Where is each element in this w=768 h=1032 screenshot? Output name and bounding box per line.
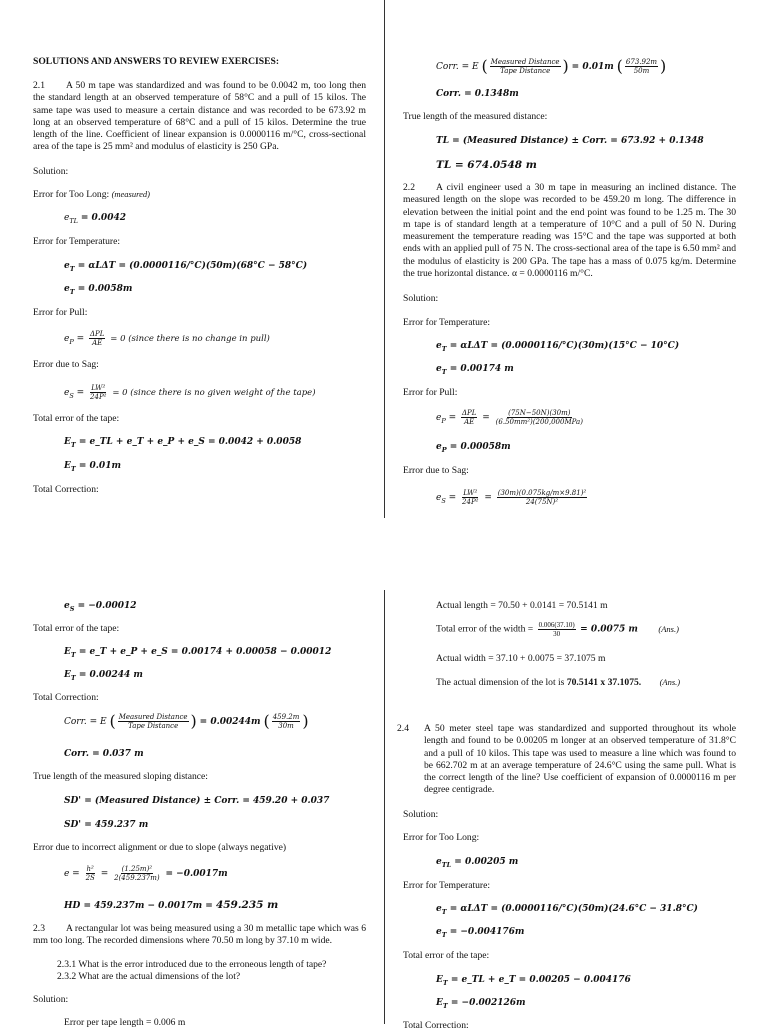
error-pull-label: Error for Pull: [403,387,458,398]
corr-frac-num: Measured Distance [118,713,188,721]
problem-number: 2.4 [397,723,409,734]
equation-total-error-value: $E_T = 0.00244$ m [64,670,143,682]
total-error-value: = −0.002126m [450,998,526,1008]
hd-formula: HD = 459.237m − 0.0017m = [64,901,216,911]
top-left-column [0,0,384,520]
measured-note: (measured) [111,189,150,199]
error-temperature-label: Error for Temperature: [33,236,121,247]
correction-value: Corr. = 0.037 m [64,749,144,759]
column-divider-bottom [384,590,385,1024]
width-den: 30 [553,630,561,638]
equation-e-p: $e_P$ = $\frac{\text{ΔPL}}{AE}$ = $\frac{(75N-50N)(30m)}{\text{(6.50mm²)(200,000MPa)}}$ [436,409,583,426]
corr-frac-den: Tape Distance [128,722,179,730]
e-p-note: = 0 (since there is no change in pull) [110,334,270,344]
corr-ratio-num: 459.2m [272,713,300,721]
equation-total-error: $E_T$ = e_TL + e_T = 0.00205 − 0.004176 [436,975,631,987]
equation-e-tl: $e_{TL} = 0.00205$ m [436,857,519,869]
equation-total-error: $E_T$ = e_T + e_P + e_S = 0.00174 + 0.00058 − 0.00012 [64,647,332,659]
problem-text [33,923,366,948]
e-p-den: (6.50mm²)(200,000MPa) [495,418,583,426]
error-too-long-label: Error for Too Long: [403,832,480,843]
bottom-right-column [386,520,768,1031]
equation-total-error-value: $E_T = 0.01m$ [64,461,121,473]
e-tl-value: = 0.00205 m [454,857,519,867]
equation-e-t-value: $e_T = 0.00174$ m [436,364,514,376]
e-t-formula: = αLΔT = (0.0000116/°C)(50m)(68°C − 58°C) [77,261,308,271]
actual-width-text: Actual width = 37.10 + 0.0075 = 37.1075 m [436,653,606,664]
total-correction-label: Total Correction: [33,484,99,495]
width-value: = 0.0075 m [580,624,638,635]
horizontal-distance [64,899,278,912]
corr-mid: = 0.00244m [199,717,261,727]
width-num: 0.006(37.10) [538,621,575,629]
error-sag-label: Error due to Sag: [33,359,99,370]
equation-e-s: $e_S$ = $\frac{\text{LW²}}{\text{24P²}}$ = 0 (since there is no given weight of the tape) [64,384,316,401]
slope-value: = −0.0017m [165,869,228,879]
slope-error-label: Error due to incorrect alignment or due to slope (always negative) [33,842,287,853]
dims-text: The actual dimension of the lot is [436,677,567,688]
error-temperature-label: Error for Temperature: [403,880,491,891]
problem-number: 2.2 [403,182,415,193]
e-tl-value: = 0.0042 [80,213,126,223]
problem-2-4-text: A 50 meter steel tape was standardized and supported throughout its whole length and found to be 0.00205 m longer at an observed temperature of 31.8°C and a pull of 10 kilos. This tape was used to measure a line which was found to be 662.702 m at an average temperature of 24.6°C using the same pull. What is the correct length of the line? Use coefficient of expansion of 0.0000116 m per degree centigrade. [424,723,736,796]
error-too-long-label [33,188,150,201]
total-error-formula: = e_T + e_P + e_S = 0.00174 + 0.00058 − 0.00012 [78,647,332,657]
ans-label: (Ans.) [658,623,679,634]
equation-total-error-value: $E_T = -0.002126m$ [436,998,526,1010]
slope-num: (1.25m)² [121,865,153,873]
problem-text [33,80,366,154]
e-s-note: = 0 (since there is no given weight of the tape) [112,388,316,398]
label-text: Error for Too Long: [33,189,110,200]
dims-value: 70.5141 x 37.1075. [566,677,642,688]
corr-ratio-den: 30m [278,722,294,730]
equation-e-t-value: $e_T = 0.0058m$ [64,284,133,296]
error-pull-label: Error for Pull: [33,307,88,318]
equation-e-s: $e_S$ = $\frac{\text{LW²}}{\text{24P²}}$ = $\frac{\text{(30m)(0.075kg/m×9.81)²}}{\text{24(75N)²}}$ [436,489,587,506]
problem-text [424,723,736,797]
equation-e-t: $e_T = \alpha L\Delta T = (0.0000116/^\circ C)(50m)(68^\circ C - 58^\circ C)$ [64,261,308,273]
sub-question-1: 2.3.1 What is the error introduced due to the erroneous length of tape? [57,959,327,970]
corr-ratio-den: 50m [633,67,650,75]
e-t-value: = −0.004176m [449,927,525,937]
total-error-formula: = e_TL + e_T = 0.00205 − 0.004176 [450,975,631,985]
equation-e-p: $e_P$ = $\frac{\text{ΔPL}}{AE}$ = 0 (since there is no change in pull) [64,330,270,347]
sub-question-2: 2.3.2 What are the actual dimensions of the lot? [57,971,241,982]
slope-den: 2(459.237m) [114,874,160,882]
bottom-left-column [0,520,384,1028]
actual-length [436,600,608,612]
actual-width [436,653,605,665]
sloping-distance-formula: SD' = (Measured Distance) ± Corr. = 459.20 + 0.037 [64,796,330,806]
column-divider-top [384,0,385,518]
e-s-den: 24(75N)² [525,498,559,506]
e-s-value: = −0.00012 [77,601,137,611]
equation-slope: e = $\frac{\text{h²}}{2S}$ = $\frac{\text{(1.25m)²}}{2(459.237m)}$ = −0.0017m [64,865,228,882]
e-t-formula: = αLΔT = (0.0000116/°C)(50m)(24.6°C − 31.8°C) [449,904,698,914]
total-error-value: = 0.01m [78,461,121,471]
true-length-formula: TL = (Measured Distance) ± Corr. = 673.92 + 0.1348 [436,136,704,146]
e-t-formula: = αLΔT = (0.0000116/°C)(30m)(15°C − 10°C) [449,341,680,351]
equation-e-s-value: $e_S = -0.00012$ [64,601,137,613]
error-temperature-label: Error for Temperature: [403,317,491,328]
total-error-label: Total error of the tape: [403,950,490,961]
corr-prefix: Corr. = E [64,717,107,727]
equation-correction: Corr. = E ( $\frac{\text{Measured Distance}}{\text{Tape Distance}}$ ) = 0.01m ( $\frac{673.92m}{50m}$ ) [436,56,667,76]
cut-off-line: Error per tape length = 0.006 m [64,1017,186,1028]
e-t-value: = 0.0058m [77,284,133,294]
e-t-value: = 0.00174 m [449,364,514,374]
top-right-column [386,0,768,520]
corr-ratio-num: 673.92m [625,58,658,66]
equation-e-tl: $e_{TL} = 0.0042$ [64,213,126,225]
e-p-value: = 0.00058m [449,442,511,452]
total-error-formula: = e_TL + e_T + e_P + e_S = 0.0042 + 0.0058 [78,437,302,447]
problem-2-2-text: A civil engineer used a 30 m tape in measuring an inclined distance. The measured length on the slope was recorded to be 459.20 m long. The difference in elevation between the initial point and the end point was found to be 1.25 m. The 30 m tape is of standard length at a temperature of 10°C and a pull of 50 N. During measurement the temperature reading was 15°C and the tape was supported at both ends with an applied pull of 75 N. The cross-sectional area of the tape is 6.50 mm² and the modulus of elasticity is 200 GPa. The tape has a mass of 0.075 kg/m. Determine the true horizontal distance. α = 0.0000116 m/°C. [403,182,736,280]
total-error-width [436,621,679,638]
section-heading: SOLUTIONS AND ANSWERS TO REVIEW EXERCISES: [33,56,280,67]
sloping-distance-value: SD' = 459.237 m [64,820,149,830]
corr-frac-den: Tape Distance [500,67,551,75]
true-length-value: TL = 674.0548 m [436,159,537,171]
problem-number: 2.1 [33,80,45,91]
equation-e-t-value: $e_T = -0.004176m$ [436,927,525,939]
corr-frac-num: Measured Distance [490,58,560,66]
problem-text [403,182,736,280]
corr-mid: = 0.01m [571,62,614,72]
true-length-label: True length of the measured distance: [403,111,548,122]
total-error-label: Total error of the tape: [33,413,120,424]
problem-2-3-text: A rectangular lot was being measured using a 30 m metallic tape which was 6 mm too long. The recorded dimensions where 70.50 m long by 37.10 m wide. [33,923,366,947]
total-correction-label: Total Correction: [33,692,99,703]
solution-label: Solution: [33,994,69,1005]
solution-label: Solution: [33,166,69,177]
total-error-value: = 0.00244 m [78,670,143,680]
solution-label: Solution: [403,293,439,304]
correction-value: Corr. = 0.1348m [436,89,519,99]
e-s-num: (30m)(0.075kg/m×9.81)² [497,489,587,497]
equation-e-t: $e_T = \alpha L\Delta T = (0.0000116/^\circ C)(50m)(24.6^\circ C - 31.8^\circ C)$ [436,904,698,916]
e-p-num: (75N−50N)(30m) [508,409,571,417]
corr-prefix: Corr. = E [436,62,479,72]
equation-total-error: $E_T$ = e_TL + e_T + e_P + e_S = 0.0042 + 0.0058 [64,437,302,449]
problem-number: 2.3 [33,923,45,934]
cut-off-line: Total Correction: [403,1020,469,1031]
equation-e-t: $e_T = \alpha L\Delta T = (0.0000116/^\circ C)(30m)(15^\circ C - 10^\circ C)$ [436,341,680,353]
true-sloping-length-label: True length of the measured sloping distance: [33,771,208,782]
actual-length-text: Actual length = 70.50 + 0.0141 = 70.5141 m [436,600,608,611]
equation-correction: Corr. = E ( $\frac{\text{Measured Distance}}{\text{Tape Distance}}$ ) = 0.00244m ( $\frac{459.2m}{30m}$ ) [64,711,309,731]
equation-e-p-value: $e_P = 0.00058m$ [436,442,511,454]
actual-dimensions [436,676,680,689]
problem-2-1-text: A 50 m tape was standardized and was found to be 0.0042 m, too long then the standard length at an observed temperature of 58°C and a pull of 15 kilos. The same tape was used to measure a certain distance and was recorded to be 673.92 m long at an observed temperature of 68°C and a pull of 15 kilos. Determine the true length of the line. Coefficient of linear expansion is 0.0000116 m/°C, cross-sectional area of the tape is 25 mm² and modulus of elasticity is 250 GPa. [33,80,366,153]
solution-label: Solution: [403,809,439,820]
total-error-label: Total error of the tape: [33,623,120,634]
width-prefix: Total error of the width = [436,623,536,635]
error-sag-label: Error due to Sag: [403,465,469,476]
hd-value: 459.235 m [215,899,279,911]
ans-label: (Ans.) [659,677,681,687]
